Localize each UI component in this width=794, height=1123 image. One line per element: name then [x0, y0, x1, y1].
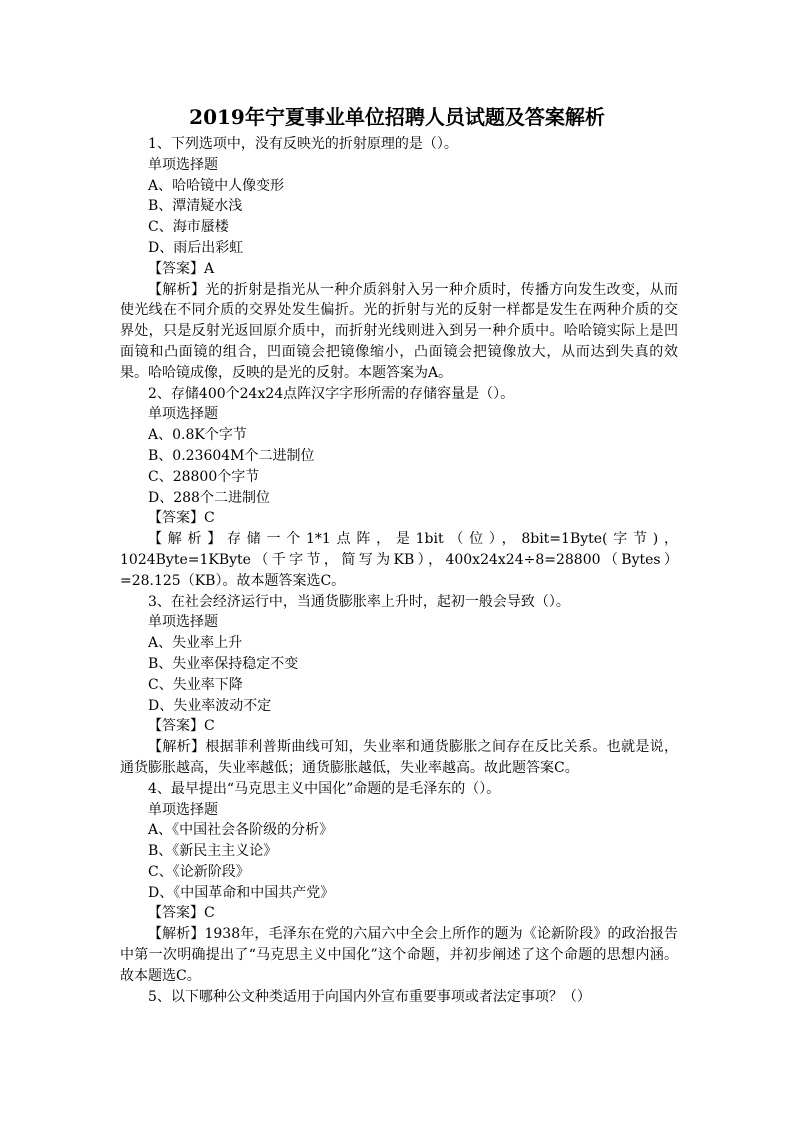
question-stem: 3、在社会经济运行中，当通货膨胀率上升时，起初一般会导致（）。 [148, 593, 570, 610]
option-a: A、《中国社会各阶级的分析》 [148, 822, 334, 839]
option-a: A、哈哈镜中人像变形 [148, 177, 285, 194]
analysis: 【解析】存储一个1*1点阵，是1bit（位），8bit=1Byte(字节)，1024Byte=1KByte（千字节，简写为KB），400x24x24÷8=28800（Bytes）=28.125（KB）。故本题答案选C。 [120, 531, 678, 589]
question-stem: 1、下列选项中，没有反映光的折射原理的是（）。 [148, 136, 458, 152]
option-b: B、失业率保持稳定不变 [148, 655, 299, 672]
analysis: 【解析】根据菲利普斯曲线可知，失业率和通货膨胀之间存在反比关系。也就是说，通货膨胀越高，失业率越低；通货膨胀越低，失业率越高。故此题答案C。 [120, 739, 678, 776]
question-stem: 4、最早提出“马克思主义中国化”命题的是毛泽东的（）。 [148, 780, 501, 797]
question-1 [120, 134, 678, 384]
option-b: B、《新民主主义论》 [148, 843, 278, 860]
answer: 【答案】C [148, 718, 215, 735]
answer: 【答案】C [148, 510, 215, 527]
question-list [120, 134, 678, 1007]
question-type: 单项选择题 [148, 614, 218, 631]
question-type: 单项选择题 [148, 156, 218, 173]
option-d: D、雨后出彩虹 [148, 239, 244, 256]
option-c: C、28800个字节 [148, 468, 260, 485]
question-type: 单项选择题 [148, 801, 218, 818]
question-5 [120, 987, 678, 1008]
question-4 [120, 779, 678, 987]
option-a: A、0.8K个字节 [148, 427, 247, 444]
option-c: C、失业率下降 [148, 676, 243, 693]
analysis: 【解析】光的折射是指光从一种介质斜射入另一种介质时，传播方向发生改变，从而使光线在不同介质的交界处发生偏折。光的折射与光的反射一样都是发生在两种介质的交界处，只是反射光返回原介质中，而折射光线则进入到另一种介质中。哈哈镜实际上是凹面镜和凸面镜的组合，凹面镜会把镜像缩小，凸面镜会把镜像放大，从而达到失真的效果。哈哈镜成像，反映的是光的反射。本题答案为A。 [120, 281, 678, 381]
option-d: D、失业率波动不定 [148, 697, 272, 714]
option-d: D、《中国革命和中国共产党》 [148, 884, 335, 901]
page-title: 2019年宁夏事业单位招聘人员试题及答案解析 [189, 105, 605, 129]
question-2 [120, 384, 678, 592]
option-b: B、潭清疑水浅 [148, 198, 243, 215]
answer: 【答案】C [148, 905, 215, 922]
option-b: B、0.23604M个二进制位 [148, 447, 315, 464]
option-c: C、《论新阶段》 [148, 863, 250, 880]
question-stem: 5、以下哪种公文种类适用于向国内外宣布重要事项或者法定事项？（） [148, 988, 591, 1005]
question-stem: 2、存储400个24x24点阵汉字字形所需的存储容量是（）。 [148, 385, 515, 402]
option-d: D、288个二进制位 [148, 489, 270, 506]
option-c: C、海市蜃楼 [148, 219, 229, 236]
question-type: 单项选择题 [148, 406, 218, 423]
option-a: A、失业率上升 [148, 635, 243, 652]
analysis: 【解析】1938年，毛泽东在党的六届六中全会上所作的题为《论新阶段》的政治报告中第一次明确提出了“马克思主义中国化”这个命题，并初步阐述了这个命题的思想内涵。故本题选C。 [120, 926, 678, 984]
answer: 【答案】A [148, 260, 215, 277]
question-3 [120, 592, 678, 779]
